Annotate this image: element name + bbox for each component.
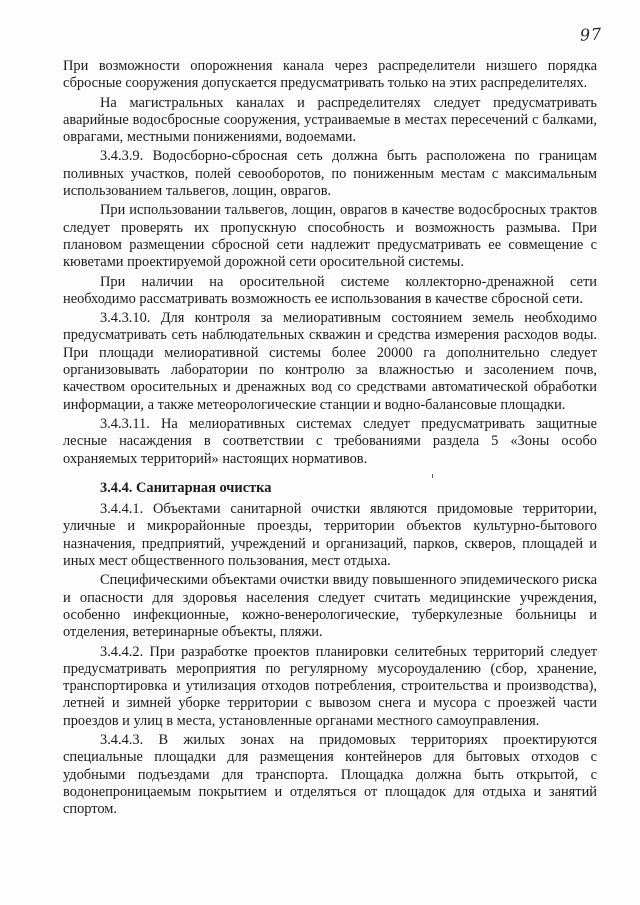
paragraph-3-4-4-1: 3.4.4.1. Объектами санитарной очистки являются придомовые территории, уличные и микрорайонные проезды, территории объектов культурно-бытового назначения, предприятий, учреждений и организаций, парков, скверов, площадей и иных мест общественного пользования, мест отдыха. <box>63 501 597 570</box>
paragraph-3-4-4-2: 3.4.4.2. При разработке проектов планировки селитебных территорий следует предусматривать мероприятия по регулярному мусороудалению (сбор, хранение, транспортировка и утилизация отходов потребления, строительства и производства), летней и зимней уборке территории с вывозом снега и мусора с проезжей части проездов и улиц в места, установленные органами местного самоуправления. <box>63 643 597 729</box>
section-heading-sanitary-cleaning: 3.4.4. Санитарная очистка <box>100 479 272 496</box>
paragraph-specific-objects: Специфическими объектами очистки ввиду повышенного эпидемического риска и опасности для здоровья населения следует считать медицинские учреждения, особенно инфекционные, кожно-венерологические, туберкулезные больницы и отделения, ветеринарные объекты, пляжи. <box>63 572 597 641</box>
document-body <box>63 58 597 820</box>
page-number: 97 <box>578 24 603 45</box>
paragraph-distributors: При возможности опорожнения канала через распределители низшего порядка сбросные сооружения допускается предусматривать только на этих распределителях. <box>63 58 597 92</box>
paragraph-thalwegs: При использовании тальвегов, лощин, оврагов в качестве водосбросных трактов следует проверять их пропускную способность и возможность размыва. При плановом размещении сбросной сети надлежит предусматривать ее совмещение с кюветами проектируемой дорожной сети оросительной системы. <box>63 202 597 271</box>
scan-speck <box>432 474 433 478</box>
paragraph-collector-drainage: При наличии на оросительной системе коллекторно-дренажной сети необходимо рассматривать возможность ее использования в качестве сбросной сети. <box>63 273 597 307</box>
paragraph-3-4-4-3: 3.4.4.3. В жилых зонах на придомовых территориях проектируются специальные площадки для размещения контейнеров для бытовых отходов с удобными подъездами для транспорта. Площадка должна быть открытой, с водонепроницаемым покрытием и отделяться от площадок для отдыха и занятий спортом. <box>63 731 597 818</box>
paragraph-3-4-3-11: 3.4.3.11. На мелиоративных системах следует предусматривать защитные лесные насаждения в соответствии с требованиями раздела 5 «Зоны особо охраняемых территорий» настоящих нормативов. <box>63 415 597 467</box>
paragraph-3-4-3-10: 3.4.3.10. Для контроля за мелиоративным состоянием земель необходимо предусматривать сеть наблюдательных скважин и средства измерения расходов воды. При площади мелиоративной системы более 20000 га дополнительно следует организовывать лаборатории по контролю за влажностью и засолением почв, качеством оросительных и дренажных вод со средствами автоматической обработки информации, а также метеорологические станции и водно-балансовые площадки. <box>63 310 597 413</box>
paragraph-3-4-3-9: 3.4.3.9. Водосборно-сбросная сеть должна быть расположена по границам поливных участков, полей севооборотов, по пониженным местам с максимальным использованием тальвегов, лощин, оврагов. <box>63 148 597 200</box>
paragraph-emergency-spillways: На магистральных каналах и распределителях следует предусматривать аварийные водосбросные сооружения, устраиваемые в местах пересечений с балками, оврагами, местными понижениями, водоемами. <box>63 94 597 146</box>
